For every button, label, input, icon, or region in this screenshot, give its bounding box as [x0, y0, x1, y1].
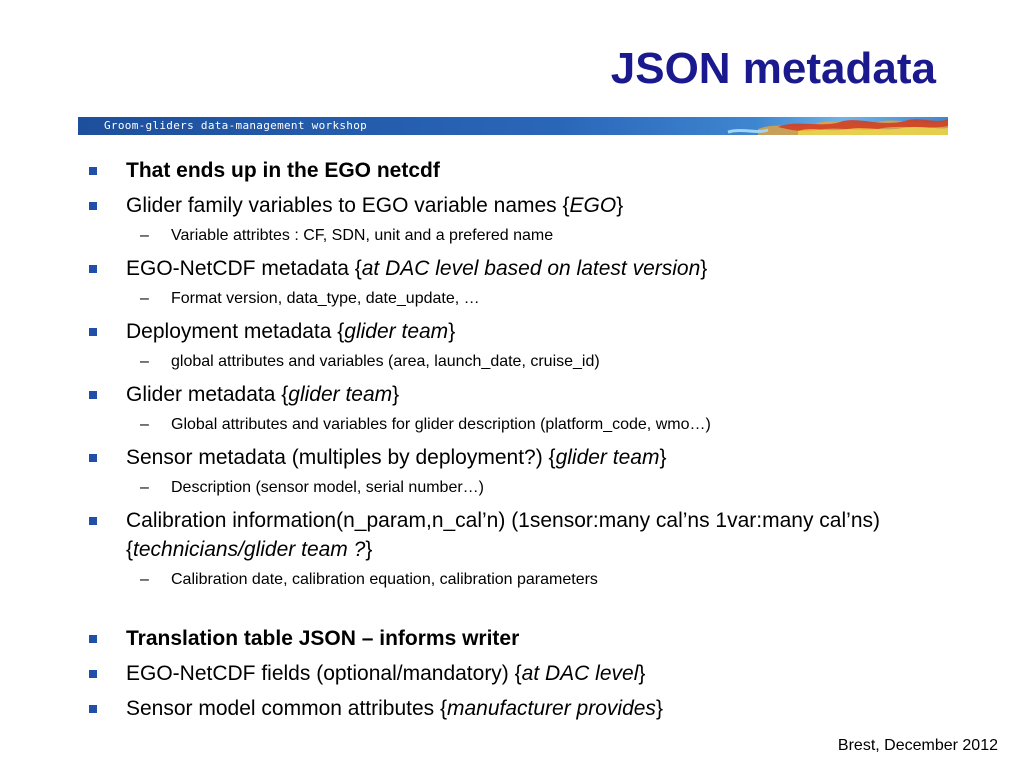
bullet-deployment-metadata [88, 317, 988, 346]
sub-bullet: – Global attributes and variables for glider description (platform_code, wmo…) [140, 416, 711, 433]
bullet-brace: } [448, 320, 456, 343]
bullet-brace: } [616, 194, 624, 217]
sub-bullet-text: Description (sensor model, serial number…) [171, 479, 484, 496]
bullet-brace: } [659, 446, 667, 469]
bullet-text: Deployment metadata { [126, 320, 345, 343]
bullet-text: Sensor model common attributes { [126, 697, 447, 720]
bullet-marker [89, 391, 97, 399]
bullet-marker [89, 328, 97, 336]
bullet-list [88, 150, 988, 723]
sub-bullet-text: Format version, data_type, date_update, … [171, 290, 480, 307]
header-banner [78, 117, 948, 135]
bullet-glider-family [88, 191, 988, 220]
bullet-brace: } [638, 662, 646, 685]
bullet-marker [89, 202, 97, 210]
bullet-owner: at DAC level [521, 662, 639, 685]
footer-location-date: Brest, December 2012 [837, 737, 998, 754]
sub-bullet: – Description (sensor model, serial number…) [140, 479, 484, 496]
sub-bullet-text: Variable attribtes : CF, SDN, unit and a prefered name [171, 227, 554, 244]
bullet-marker [89, 705, 97, 713]
bullet-text: Calibration information(n_param,n_cal’n) (1sensor:many cal’ns 1var:many cal’ns) { [126, 509, 880, 561]
bullet-owner: glider team [288, 383, 393, 406]
bullet-marker [89, 635, 97, 643]
bullet-marker [89, 167, 97, 175]
sub-bullet-text: global attributes and variables (area, launch_date, cruise_id) [171, 353, 600, 370]
bullet-ego-netcdf [88, 156, 988, 185]
bullet-ego-netcdf-fields [88, 659, 988, 688]
bullet-text: EGO-NetCDF fields (optional/mandatory) { [126, 662, 522, 685]
bullet-marker [89, 670, 97, 678]
bullet-brace: } [700, 257, 708, 280]
bullet-owner: manufacturer provides [447, 697, 656, 720]
bullet-owner: EGO [569, 194, 617, 217]
bullet-brace: } [392, 383, 400, 406]
banner-text: Groom-gliders data-management workshop [104, 119, 368, 132]
bullet-text: Sensor metadata (multiples by deployment?) { [126, 446, 556, 469]
bullet-ego-netcdf-metadata [88, 254, 988, 283]
sub-bullet: – Format version, data_type, date_update, … [140, 290, 480, 307]
bullet-translation-table [88, 624, 988, 653]
bullet-text: That ends up in the EGO netcdf [126, 159, 440, 182]
bullet-marker [89, 517, 97, 525]
sub-bullet: – global attributes and variables (area, launch_date, cruise_id) [140, 353, 600, 370]
bullet-owner: at DAC level based on latest version [361, 257, 701, 280]
sub-bullet-text: Calibration date, calibration equation, calibration parameters [171, 571, 598, 588]
bullet-marker [89, 454, 97, 462]
sub-bullet-text: Global attributes and variables for glider description (platform_code, wmo…) [171, 416, 711, 433]
bullet-text: Translation table JSON – informs writer [126, 627, 520, 650]
bullet-calibration-information [88, 506, 988, 564]
sub-bullet: – Variable attribtes : CF, SDN, unit and a prefered name [140, 227, 554, 244]
bullet-brace: } [655, 697, 663, 720]
bullet-owner: technicians/glider team ? [133, 538, 366, 561]
sub-bullet: – Calibration date, calibration equation, calibration parameters [140, 571, 598, 588]
bullet-brace: } [365, 538, 373, 561]
slide-title: JSON metadata [610, 44, 936, 93]
bullet-glider-metadata [88, 380, 988, 409]
bullet-text: EGO-NetCDF metadata { [126, 257, 362, 280]
bullet-sensor-metadata [88, 443, 988, 472]
bullet-sensor-model-attributes [88, 694, 988, 723]
bullet-owner: glider team [555, 446, 660, 469]
bullet-text: Glider family variables to EGO variable names { [126, 194, 570, 217]
bullet-owner: glider team [344, 320, 449, 343]
bullet-text: Glider metadata { [126, 383, 289, 406]
bullet-marker [89, 265, 97, 273]
